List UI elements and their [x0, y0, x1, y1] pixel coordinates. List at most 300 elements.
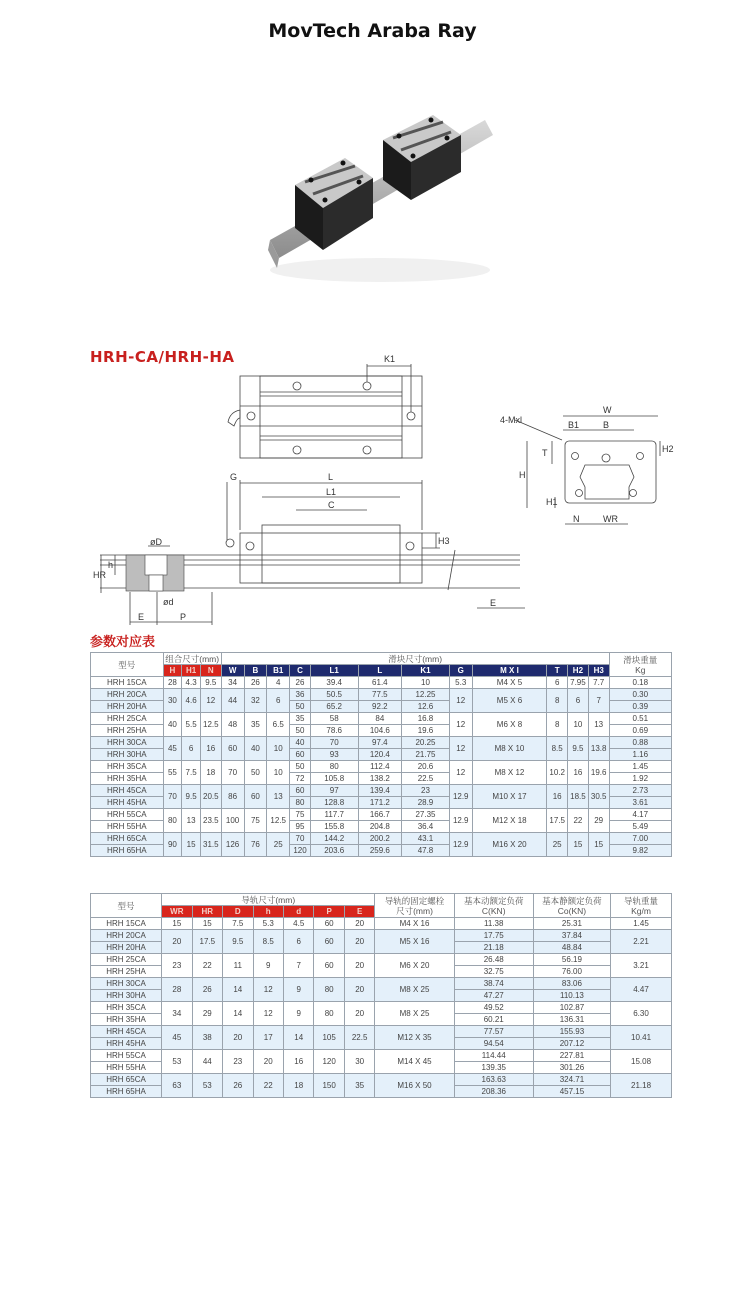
- rail-dimension-cell: 18: [283, 1074, 313, 1098]
- table-row: [91, 809, 672, 821]
- bolt-cell: M6 X 20: [375, 954, 454, 978]
- rail-dimension-cell: 22: [253, 1074, 283, 1098]
- rail-col-header-1: HR: [192, 906, 222, 918]
- rail-dimension-cell: 105: [314, 1026, 344, 1050]
- t-cell: 16: [547, 785, 568, 809]
- table-row: [91, 677, 672, 689]
- rail-col-header-0: WR: [162, 906, 192, 918]
- rail-dimension-cell: 28: [162, 978, 192, 1002]
- rail-weight-cell: 2.21: [611, 930, 672, 954]
- static-load-cell: 155.93: [533, 1026, 610, 1038]
- t-cell: 8.5: [547, 737, 568, 761]
- dimension-cell: 80: [163, 809, 182, 833]
- weight-header-line2: Kg: [635, 664, 646, 675]
- rail-dimension-cell: 44: [192, 1050, 222, 1074]
- c-cell: 40: [290, 737, 311, 749]
- table-row: [91, 713, 672, 725]
- col-header-14: H3: [588, 665, 609, 677]
- rail-weight-cell: 1.45: [611, 918, 672, 930]
- weight-cell: 1.92: [609, 773, 671, 785]
- dimension-cell: 48: [221, 713, 244, 737]
- dimension-cell: 23.5: [200, 809, 221, 833]
- rail-dimension-cell: 20: [253, 1050, 283, 1074]
- dimension-cell: 16: [200, 737, 221, 761]
- label-k1: K1: [384, 354, 396, 364]
- dimension-cell: 15: [182, 833, 201, 857]
- static-load-cell: 207.12: [533, 1038, 610, 1050]
- model-cell: HRH 55CA: [91, 1050, 162, 1062]
- col-header-4: B: [244, 665, 267, 677]
- model-cell: HRH 20HA: [91, 701, 164, 713]
- label-wr: WR: [603, 514, 618, 524]
- l-cell: 171.2: [358, 797, 402, 809]
- weight-cell: 0.51: [609, 713, 671, 725]
- rail-dimensions-table: [90, 893, 672, 1098]
- label-p: P: [180, 612, 187, 622]
- bolt-cell: M16 X 50: [375, 1074, 454, 1098]
- bolt-cell: M4 X 16: [375, 918, 454, 930]
- dimension-cell: 28: [163, 677, 182, 689]
- model-cell: HRH 65CA: [91, 833, 164, 845]
- model-cell: HRH 25HA: [91, 966, 162, 978]
- k1-cell: 19.6: [402, 725, 450, 737]
- l1-cell: 78.6: [310, 725, 358, 737]
- model-cell: HRH 30HA: [91, 749, 164, 761]
- rail-dimension-cell: 6: [283, 930, 313, 954]
- rail-dimension-cell: 60: [314, 930, 344, 954]
- model-cell: HRH 25HA: [91, 725, 164, 737]
- rail-dimension-cell: 16: [283, 1050, 313, 1074]
- rail-dimension-cell: 12: [253, 978, 283, 1002]
- weight-cell: 9.82: [609, 845, 671, 857]
- col-header-2: N: [200, 665, 221, 677]
- dynamic-load-cell: 26.48: [454, 954, 533, 966]
- dimension-cell: 6: [267, 689, 290, 713]
- bolt-cell: M8 X 25: [375, 978, 454, 1002]
- l1-cell: 39.4: [310, 677, 358, 689]
- model-cell: HRH 30CA: [91, 737, 164, 749]
- static-load-header: [533, 894, 610, 918]
- table-row: [91, 978, 672, 990]
- l1-cell: 128.8: [310, 797, 358, 809]
- label-mxl: 4-Mxl: [500, 415, 522, 425]
- weight-cell: 3.61: [609, 797, 671, 809]
- rail-dimension-cell: 5.3: [253, 918, 283, 930]
- rail-dimension-cell: 7: [283, 954, 313, 978]
- h2-cell: 22: [568, 809, 589, 833]
- model-cell: HRH 25CA: [91, 713, 164, 725]
- l1-cell: 65.2: [310, 701, 358, 713]
- k1-cell: 36.4: [402, 821, 450, 833]
- dimension-cell: 126: [221, 833, 244, 857]
- c-cell: 120: [290, 845, 311, 857]
- static-load-cell: 83.06: [533, 978, 610, 990]
- static-load-cell: 37.84: [533, 930, 610, 942]
- dynamic-load-cell: 49.52: [454, 1002, 533, 1014]
- dimension-cell: 45: [163, 737, 182, 761]
- dynamic-load-cell: 32.75: [454, 966, 533, 978]
- rail-dimension-cell: 34: [162, 1002, 192, 1026]
- l-cell: 139.4: [358, 785, 402, 797]
- mxl-cell: M4 X 5: [472, 677, 547, 689]
- weight-cell: 0.88: [609, 737, 671, 749]
- rail-dimension-cell: 15: [162, 918, 192, 930]
- dimension-cell: 60: [221, 737, 244, 761]
- label-h: H: [519, 470, 526, 480]
- l1-cell: 144.2: [310, 833, 358, 845]
- t-cell: 10.2: [547, 761, 568, 785]
- label-n: N: [573, 514, 580, 524]
- l-cell: 259.6: [358, 845, 402, 857]
- static-load-cell: 324.71: [533, 1074, 610, 1086]
- dimension-cell: 31.5: [200, 833, 221, 857]
- bolt-cell: M12 X 35: [375, 1026, 454, 1050]
- label-e-left: E: [138, 612, 145, 622]
- model-cell: HRH 45HA: [91, 797, 164, 809]
- label-t: T: [542, 448, 548, 458]
- dimension-cell: 55: [163, 761, 182, 785]
- c-cell: 26: [290, 677, 311, 689]
- table-row: [91, 785, 672, 797]
- k1-cell: 16.8: [402, 713, 450, 725]
- static-load-header-line2: Co(KN): [557, 905, 587, 916]
- dimension-cell: 6.5: [267, 713, 290, 737]
- label-hr: HR: [93, 570, 106, 580]
- mxl-cell: M6 X 8: [472, 713, 547, 737]
- l1-cell: 117.7: [310, 809, 358, 821]
- dimension-cell: 18: [200, 761, 221, 785]
- label-h1: H1: [546, 497, 558, 507]
- rail-dimension-cell: 9: [253, 954, 283, 978]
- bolt-header-line1: 导轨的固定螺栓: [384, 895, 445, 906]
- table-row: [91, 689, 672, 701]
- g-cell: 12.9: [449, 809, 472, 833]
- technical-drawing: [0, 0, 745, 640]
- table-row: [91, 761, 672, 773]
- h2-cell: 7.95: [568, 677, 589, 689]
- label-l1: L1: [326, 487, 337, 497]
- weight-cell: 5.49: [609, 821, 671, 833]
- l-cell: 166.7: [358, 809, 402, 821]
- h3-cell: 13.8: [588, 737, 609, 761]
- k1-cell: 47.8: [402, 845, 450, 857]
- t-cell: 8: [547, 713, 568, 737]
- dimension-cell: 20.5: [200, 785, 221, 809]
- weight-cell: 1.45: [609, 761, 671, 773]
- rail-dimension-cell: 9.5: [223, 930, 253, 954]
- weight-cell: 0.69: [609, 725, 671, 737]
- static-load-cell: 110.13: [533, 990, 610, 1002]
- dimension-cell: 7.5: [182, 761, 201, 785]
- dynamic-load-header: [454, 894, 533, 918]
- dynamic-load-cell: 139.35: [454, 1062, 533, 1074]
- dimension-cell: 4.6: [182, 689, 201, 713]
- rail-col-header-2: D: [223, 906, 253, 918]
- table-row: [91, 1074, 672, 1086]
- g-cell: 12: [449, 689, 472, 713]
- t-cell: 8: [547, 689, 568, 713]
- label-g: G: [230, 472, 238, 482]
- h2-cell: 18.5: [568, 785, 589, 809]
- weight-cell: 0.39: [609, 701, 671, 713]
- model-cell: HRH 65CA: [91, 1074, 162, 1086]
- dimension-cell: 12.5: [267, 809, 290, 833]
- page-title: MovTech Araba Ray: [268, 20, 477, 42]
- k1-cell: 10: [402, 677, 450, 689]
- rail-dimension-cell: 45: [162, 1026, 192, 1050]
- model-cell: HRH 35HA: [91, 773, 164, 785]
- model-cell: HRH 45CA: [91, 785, 164, 797]
- model-cell: HRH 15CA: [91, 677, 164, 689]
- k1-cell: 12.25: [402, 689, 450, 701]
- weight-header: [609, 653, 671, 677]
- l-cell: 138.2: [358, 773, 402, 785]
- k1-cell: 43.1: [402, 833, 450, 845]
- l1-cell: 203.6: [310, 845, 358, 857]
- k1-cell: 20.6: [402, 761, 450, 773]
- rail-dimension-cell: 60: [314, 918, 344, 930]
- series-title: HRH-CA/HRH-HA: [90, 348, 235, 366]
- col-header-5: B1: [267, 665, 290, 677]
- rail-dimension-cell: 53: [192, 1074, 222, 1098]
- col-header-0: H: [163, 665, 182, 677]
- l1-cell: 93: [310, 749, 358, 761]
- h2-cell: 15: [568, 833, 589, 857]
- mxl-cell: M12 X 18: [472, 809, 547, 833]
- dimension-cell: 10: [267, 761, 290, 785]
- l-cell: 112.4: [358, 761, 402, 773]
- g-cell: 12.9: [449, 785, 472, 809]
- rail-dimension-cell: 20: [344, 918, 375, 930]
- k1-cell: 20.25: [402, 737, 450, 749]
- rail-col-header-6: E: [344, 906, 375, 918]
- label-c: C: [328, 500, 335, 510]
- mxl-cell: M5 X 6: [472, 689, 547, 713]
- rail-dimension-cell: 14: [223, 978, 253, 1002]
- static-load-cell: 102.87: [533, 1002, 610, 1014]
- rail-dimension-cell: 29: [192, 1002, 222, 1026]
- rail-dimension-cell: 17: [253, 1026, 283, 1050]
- l-cell: 97.4: [358, 737, 402, 749]
- rail-dimension-cell: 120: [314, 1050, 344, 1074]
- col-header-7: L1: [310, 665, 358, 677]
- c-cell: 75: [290, 809, 311, 821]
- weight-header-line1: 滑块重量: [623, 654, 658, 665]
- rail-dimension-cell: 14: [283, 1026, 313, 1050]
- model-cell: HRH 45HA: [91, 1038, 162, 1050]
- rail-weight-header-line1: 导轨重量: [624, 895, 659, 906]
- dimension-cell: 6: [182, 737, 201, 761]
- dynamic-load-cell: 38.74: [454, 978, 533, 990]
- model-cell: HRH 55HA: [91, 1062, 162, 1074]
- dynamic-load-cell: 17.75: [454, 930, 533, 942]
- rail-dimension-cell: 23: [223, 1050, 253, 1074]
- c-cell: 60: [290, 785, 311, 797]
- model-cell: HRH 35CA: [91, 1002, 162, 1014]
- rail-dimension-cell: 11: [223, 954, 253, 978]
- dynamic-load-cell: 163.63: [454, 1074, 533, 1086]
- dimension-cell: 10: [267, 737, 290, 761]
- dynamic-load-cell: 94.54: [454, 1038, 533, 1050]
- group1-header: 组合尺寸(mm): [163, 653, 221, 665]
- mxl-cell: M16 X 20: [472, 833, 547, 857]
- k1-cell: 23: [402, 785, 450, 797]
- model-cell: HRH 55HA: [91, 821, 164, 833]
- rail-dimension-cell: 26: [223, 1074, 253, 1098]
- bolt-cell: M8 X 25: [375, 1002, 454, 1026]
- t-cell: 25: [547, 833, 568, 857]
- l1-cell: 105.8: [310, 773, 358, 785]
- dimension-cell: 9.5: [200, 677, 221, 689]
- static-load-cell: 48.84: [533, 942, 610, 954]
- h2-cell: 16: [568, 761, 589, 785]
- weight-cell: 0.30: [609, 689, 671, 701]
- l-cell: 77.5: [358, 689, 402, 701]
- label-w: W: [603, 405, 612, 415]
- l-cell: 104.6: [358, 725, 402, 737]
- rail-weight-cell: 15.08: [611, 1050, 672, 1074]
- l-cell: 92.2: [358, 701, 402, 713]
- static-load-cell: 457.15: [533, 1086, 610, 1098]
- dimension-cell: 40: [163, 713, 182, 737]
- model-cell: HRH 35HA: [91, 1014, 162, 1026]
- mxl-cell: M10 X 17: [472, 785, 547, 809]
- bolt-cell: M14 X 45: [375, 1050, 454, 1074]
- model-cell: HRH 15CA: [91, 918, 162, 930]
- dimension-cell: 13: [182, 809, 201, 833]
- col-header-11: M X l: [472, 665, 547, 677]
- table-row: [91, 918, 672, 930]
- dimension-cell: 90: [163, 833, 182, 857]
- rail-col-header-4: d: [283, 906, 313, 918]
- rail-weight-header: [611, 894, 672, 918]
- c-cell: 50: [290, 701, 311, 713]
- group2-header: 滑块尺寸(mm): [221, 653, 609, 665]
- model-header: 型号: [91, 653, 164, 677]
- rail-dimension-cell: 7.5: [223, 918, 253, 930]
- label-phi-d-small: ød: [163, 597, 174, 607]
- block-dimensions-table: [90, 652, 672, 857]
- label-b: B: [603, 420, 610, 430]
- l-cell: 204.8: [358, 821, 402, 833]
- dimension-cell: 40: [244, 737, 267, 761]
- rail-weight-cell: 6.30: [611, 1002, 672, 1026]
- model-cell: HRH 65HA: [91, 1086, 162, 1098]
- l-cell: 200.2: [358, 833, 402, 845]
- table-row: [91, 1026, 672, 1038]
- h3-cell: 7: [588, 689, 609, 713]
- weight-cell: 0.18: [609, 677, 671, 689]
- rail-dimension-cell: 38: [192, 1026, 222, 1050]
- label-h3: H3: [438, 536, 450, 546]
- col-header-12: T: [547, 665, 568, 677]
- weight-cell: 4.17: [609, 809, 671, 821]
- rail-weight-cell: 4.47: [611, 978, 672, 1002]
- dimension-cell: 13: [267, 785, 290, 809]
- label-e-right: E: [490, 598, 497, 608]
- dynamic-load-cell: 77.57: [454, 1026, 533, 1038]
- table-row: [91, 1050, 672, 1062]
- table-row: [91, 954, 672, 966]
- g-cell: 12: [449, 761, 472, 785]
- dimension-cell: 5.5: [182, 713, 201, 737]
- rail-dimension-cell: 22.5: [344, 1026, 375, 1050]
- model-cell: HRH 30CA: [91, 978, 162, 990]
- weight-cell: 2.73: [609, 785, 671, 797]
- rail-dimension-cell: 23: [162, 954, 192, 978]
- bolt-cell: M5 X 16: [375, 930, 454, 954]
- static-load-cell: 25.31: [533, 918, 610, 930]
- col-header-10: G: [449, 665, 472, 677]
- table-title: 参数对应表: [90, 635, 156, 650]
- rail-col-header-5: P: [314, 906, 344, 918]
- rail-dimension-cell: 35: [344, 1074, 375, 1098]
- rail-dimension-cell: 30: [344, 1050, 375, 1074]
- model-cell: HRH 35CA: [91, 761, 164, 773]
- rail-col-header-3: h: [253, 906, 283, 918]
- rail-weight-cell: 21.18: [611, 1074, 672, 1098]
- l-cell: 84: [358, 713, 402, 725]
- dimension-cell: 44: [221, 689, 244, 713]
- model-cell: HRH 20HA: [91, 942, 162, 954]
- model-header: 型号: [91, 894, 162, 918]
- col-header-3: W: [221, 665, 244, 677]
- rail-dimension-cell: 20: [344, 930, 375, 954]
- rail-dimension-cell: 20: [223, 1026, 253, 1050]
- table-row: [91, 737, 672, 749]
- rail-dimension-cell: 14: [223, 1002, 253, 1026]
- dynamic-load-header-line2: C(KN): [481, 905, 506, 916]
- rail-dimension-cell: 80: [314, 978, 344, 1002]
- t-cell: 17.5: [547, 809, 568, 833]
- rail-dimension-cell: 63: [162, 1074, 192, 1098]
- static-load-header-line1: 基本静额定负荷: [542, 895, 602, 906]
- model-cell: HRH 20CA: [91, 689, 164, 701]
- dynamic-load-cell: 208.36: [454, 1086, 533, 1098]
- dimension-cell: 4: [267, 677, 290, 689]
- rail-dimension-cell: 20: [344, 954, 375, 978]
- h3-cell: 19.6: [588, 761, 609, 785]
- l-cell: 120.4: [358, 749, 402, 761]
- rail-dimension-cell: 26: [192, 978, 222, 1002]
- dimension-cell: 12: [200, 689, 221, 713]
- dimension-cell: 75: [244, 809, 267, 833]
- label-h2: H2: [662, 444, 674, 454]
- dimension-cell: 35: [244, 713, 267, 737]
- c-cell: 72: [290, 773, 311, 785]
- static-load-cell: 227.81: [533, 1050, 610, 1062]
- dimension-cell: 25: [267, 833, 290, 857]
- rail-weight-cell: 10.41: [611, 1026, 672, 1050]
- g-cell: 5.3: [449, 677, 472, 689]
- mxl-cell: M8 X 12: [472, 761, 547, 785]
- weight-cell: 1.16: [609, 749, 671, 761]
- model-cell: HRH 65HA: [91, 845, 164, 857]
- label-b1: B1: [568, 420, 580, 430]
- rail-dimension-cell: 8.5: [253, 930, 283, 954]
- k1-cell: 22.5: [402, 773, 450, 785]
- l-cell: 61.4: [358, 677, 402, 689]
- dimension-cell: 32: [244, 689, 267, 713]
- label-phi-d-large: øD: [150, 537, 162, 547]
- rail-dimension-cell: 22: [192, 954, 222, 978]
- linear-guide-photo: [265, 100, 495, 290]
- col-header-9: K1: [402, 665, 450, 677]
- h3-cell: 7.7: [588, 677, 609, 689]
- col-header-1: H1: [182, 665, 201, 677]
- table-row: [91, 833, 672, 845]
- l1-cell: 80: [310, 761, 358, 773]
